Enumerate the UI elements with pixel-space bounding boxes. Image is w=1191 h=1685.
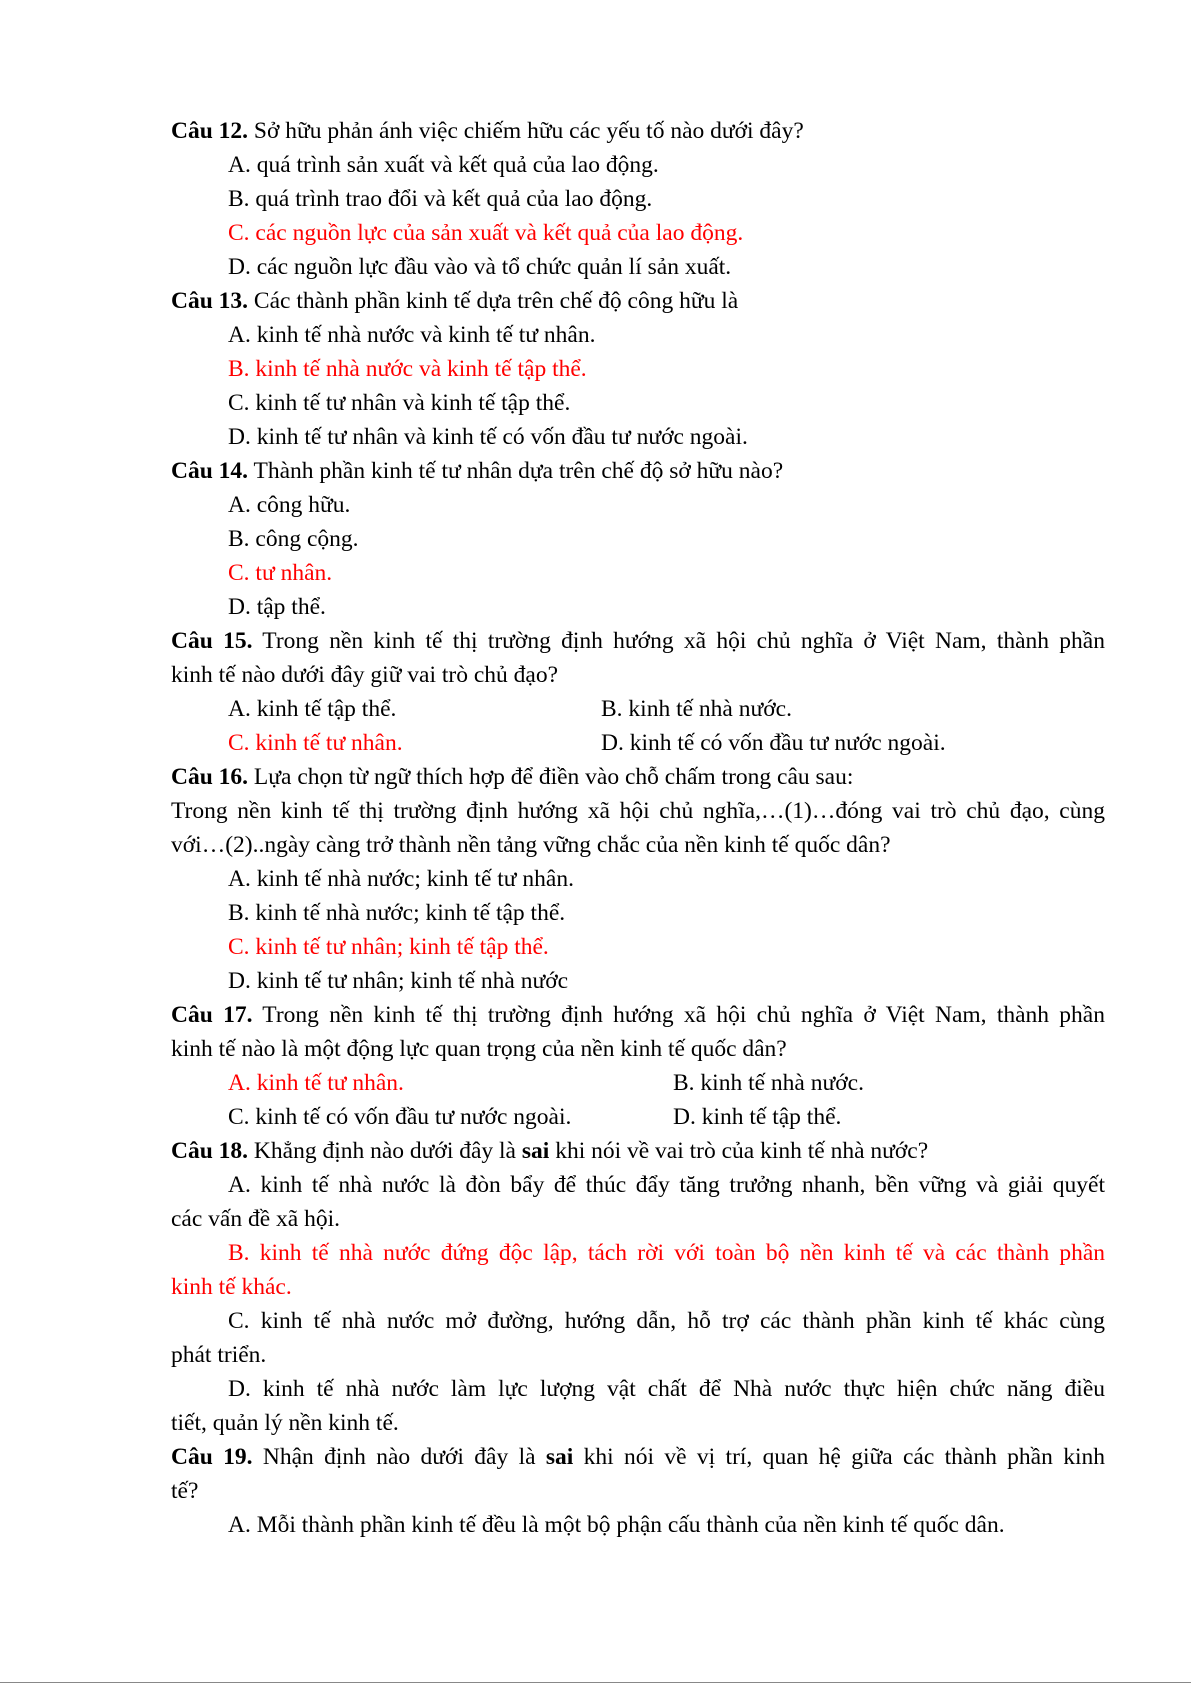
question-label: Câu 16. xyxy=(171,764,249,790)
option-d: D. kinh tế tư nhân; kinh tế nhà nước xyxy=(228,968,569,994)
page-bottom-rule xyxy=(0,1682,1191,1683)
option-c-correct: C. các nguồn lực của sản xuất và kết quả của lao động. xyxy=(228,220,744,246)
option-d: D. kinh tế có vốn đầu tư nước ngoài. xyxy=(601,730,946,756)
question-label: Câu 18. xyxy=(171,1138,249,1164)
question-17 xyxy=(171,998,1105,1032)
option-b: B. kinh tế nhà nước. xyxy=(601,696,792,722)
question-17-line2: kinh tế nào là một động lực quan trọng của nền kinh tế quốc dân? xyxy=(171,1036,787,1062)
question-14 xyxy=(171,454,783,488)
question-label: Câu 13. xyxy=(171,288,249,314)
question-label: Câu 12. xyxy=(171,118,249,144)
option-c: C. kinh tế tư nhân và kinh tế tập thể. xyxy=(228,390,571,416)
option-c: C. kinh tế nhà nước mở đường, hướng dẫn, hỗ trợ các thành phần kinh tế khác cùng xyxy=(228,1308,1105,1334)
option-a: A. quá trình sản xuất và kết quả của lao động. xyxy=(228,152,659,178)
option-d: D. kinh tế tập thể. xyxy=(673,1104,842,1130)
question-16-stem-line1: Trong nền kinh tế thị trường định hướng xã hội chủ nghĩa,…(1)…đóng vai trò chủ đạo, cùng xyxy=(171,798,1105,824)
option-b: B. kinh tế nhà nước. xyxy=(673,1070,864,1096)
option-a-line2: các vấn đề xã hội. xyxy=(171,1206,340,1232)
question-text: Sở hữu phản ánh việc chiếm hữu các yếu tố nào dưới đây? xyxy=(248,118,804,144)
question-12 xyxy=(171,114,804,148)
question-label: Câu 15. xyxy=(171,628,253,654)
option-c: C. kinh tế có vốn đầu tư nước ngoài. xyxy=(228,1104,572,1130)
option-d: D. kinh tế nhà nước làm lực lượng vật chất để Nhà nước thực hiện chức năng điều xyxy=(228,1376,1105,1402)
option-c-correct: C. tư nhân. xyxy=(228,560,333,586)
question-text: Thành phần kinh tế tư nhân dựa trên chế độ sở hữu nào? xyxy=(248,458,784,484)
option-c-correct: C. kinh tế tư nhân. xyxy=(228,730,403,756)
option-b: B. kinh tế nhà nước; kinh tế tập thể. xyxy=(228,900,566,926)
option-a: A. công hữu. xyxy=(228,492,351,518)
option-a: A. kinh tế tập thể. xyxy=(228,696,397,722)
option-b-correct-line2: kinh tế khác. xyxy=(171,1274,292,1300)
question-13 xyxy=(171,284,738,318)
question-text: Lựa chọn từ ngữ thích hợp để điền vào chỗ chấm trong câu sau: xyxy=(248,764,854,790)
option-d: D. các nguồn lực đầu vào và tổ chức quản lí sản xuất. xyxy=(228,254,732,280)
question-label: Câu 17. xyxy=(171,1002,253,1028)
option-b: B. công cộng. xyxy=(228,526,359,552)
option-a: A. kinh tế nhà nước; kinh tế tư nhân. xyxy=(228,866,574,892)
question-text: Nhận định nào dưới đây là xyxy=(252,1444,546,1470)
option-d: D. kinh tế tư nhân và kinh tế có vốn đầu tư nước ngoài. xyxy=(228,424,748,450)
option-a-correct: A. kinh tế tư nhân. xyxy=(228,1070,404,1096)
option-c-line2: phát triển. xyxy=(171,1342,267,1368)
option-c-correct: C. kinh tế tư nhân; kinh tế tập thể. xyxy=(228,934,549,960)
question-16-stem-line2: với…(2)..ngày càng trở thành nền tảng vững chắc của nền kinh tế quốc dân? xyxy=(171,832,891,858)
emphasis-sai: sai xyxy=(521,1138,550,1164)
question-text-end: khi nói về vị trí, quan hệ giữa các thành phần kinh xyxy=(573,1444,1105,1470)
question-label: Câu 19. xyxy=(171,1444,253,1470)
question-15-line2: kinh tế nào dưới đây giữ vai trò chủ đạo? xyxy=(171,662,559,688)
question-15 xyxy=(171,624,1105,658)
question-19-line2: tế? xyxy=(171,1478,199,1504)
option-a: A. kinh tế nhà nước và kinh tế tư nhân. xyxy=(228,322,596,348)
option-d-line2: tiết, quản lý nền kinh tế. xyxy=(171,1410,399,1436)
option-a: A. Mỗi thành phần kinh tế đều là một bộ phận cấu thành của nền kinh tế quốc dân. xyxy=(228,1512,1005,1538)
option-b-correct: B. kinh tế nhà nước đứng độc lập, tách rời với toàn bộ nền kinh tế và các thành phần xyxy=(228,1240,1105,1266)
option-b: B. quá trình trao đổi và kết quả của lao động. xyxy=(228,186,653,212)
option-a: A. kinh tế nhà nước là đòn bẩy để thúc đẩy tăng trưởng nhanh, bền vững và giải quyết xyxy=(228,1172,1105,1198)
question-text: Các thành phần kinh tế dựa trên chế độ công hữu là xyxy=(248,288,739,314)
question-text: Khẳng định nào dưới đây là xyxy=(248,1138,522,1164)
option-b-correct: B. kinh tế nhà nước và kinh tế tập thể. xyxy=(228,356,587,382)
option-d: D. tập thể. xyxy=(228,594,326,620)
question-19 xyxy=(171,1440,1105,1474)
question-16 xyxy=(171,760,853,794)
question-text: Trong nền kinh tế thị trường định hướng xã hội chủ nghĩa ở Việt Nam, thành phần xyxy=(252,628,1105,654)
emphasis-sai: sai xyxy=(545,1444,574,1470)
question-text-end: khi nói về vai trò của kinh tế nhà nước? xyxy=(549,1138,929,1164)
question-label: Câu 14. xyxy=(171,458,249,484)
question-18 xyxy=(171,1134,928,1168)
question-text: Trong nền kinh tế thị trường định hướng xã hội chủ nghĩa ở Việt Nam, thành phần xyxy=(252,1002,1105,1028)
